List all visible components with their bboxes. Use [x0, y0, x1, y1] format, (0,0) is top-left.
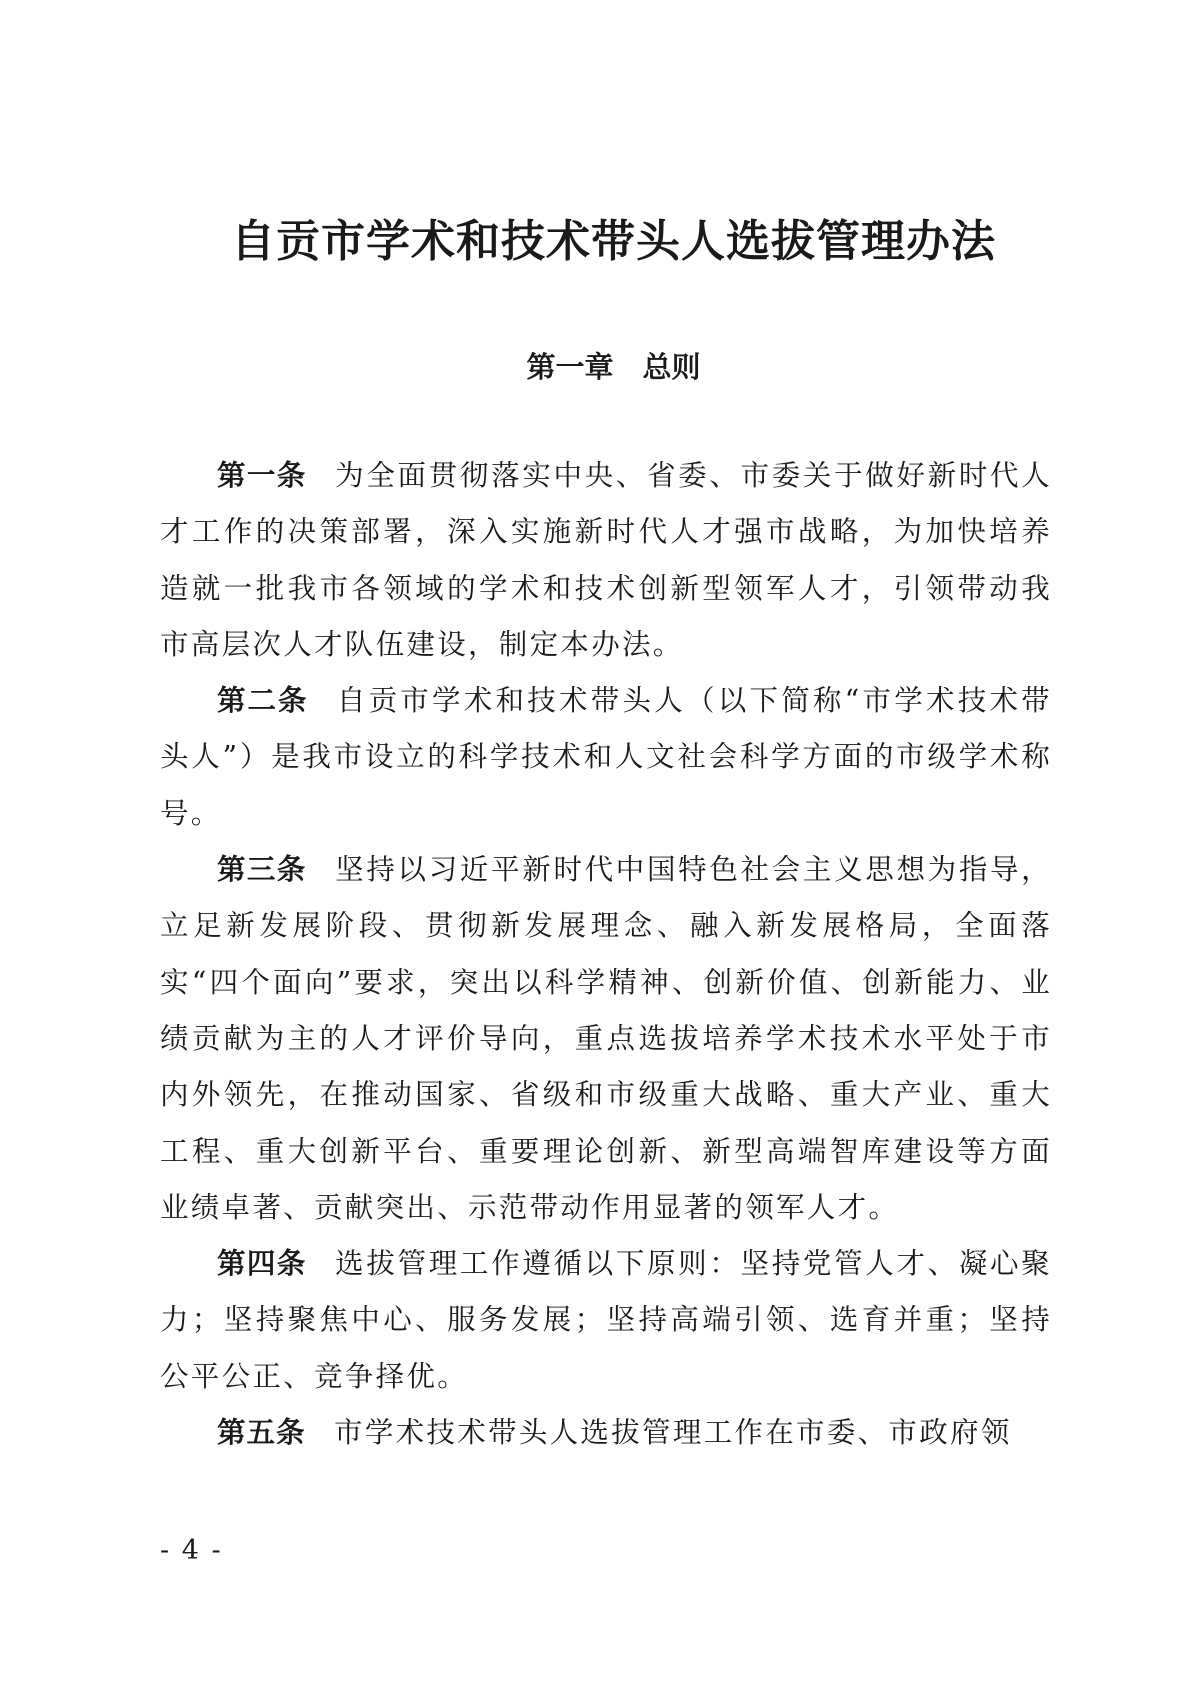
article-4 [160, 1236, 1052, 1405]
article-number: 第三条 [217, 853, 307, 887]
article-3 [160, 842, 1052, 1236]
page-number: - 4 - [160, 1535, 223, 1566]
article-number: 第一条 [217, 459, 307, 492]
article-number: 第五条 [217, 1416, 306, 1450]
chapter-title: 第一章 总则 [526, 350, 701, 384]
document-body [160, 448, 1052, 1461]
article-text: 坚持以习近平新时代中国特色社会主义思想为指导，立足新发展阶段、贯彻新发展理念、融入新发展格局，全面落实“四个面向”要求，突出以科学精神、创新价值、创新能力、业绩贡献为主的人才评价导向，重点选拔培养学术技术水平处于市内外领先，在推动国家、省级和市级重大战略、重大产业、重大工程、重大创新平台、重要理论创新、新型高端智库建设等方面业绩卓著、贡献突出、示范带动作用显著的领军人才。 [160, 853, 1052, 1224]
article-text: 市学术技术带头人选拔管理工作在市委、市政府领 [334, 1416, 1012, 1450]
article-number: 第四条 [217, 1247, 307, 1281]
article-number: 第二条 [217, 684, 309, 718]
article-1 [160, 448, 1052, 673]
article-5 [160, 1405, 1052, 1461]
article-2 [160, 673, 1052, 842]
article-text: 为全面贯彻落实中央、省委、市委关于做好新时代人才工作的决策部署，深入实施新时代人才强市战略，为加快培养造就一批我市各领域的学术和技术创新型领军人才，引领带动我市高层次人才队伍建设，制定本办法。 [160, 459, 1052, 661]
article-text: 选拔管理工作遵循以下原则：坚持党管人才、凝心聚力；坚持聚焦中心、服务发展；坚持高端引领、选育并重；坚持公平公正、竞争择优。 [160, 1247, 1052, 1393]
article-text: 自贡市学术和技术带头人（以下简称“市学术技术带头人”）是我市设立的科学技术和人文社会科学方面的市级学术称号。 [160, 684, 1052, 830]
document-title: 自贡市学术和技术带头人选拔管理办法 [231, 216, 996, 267]
